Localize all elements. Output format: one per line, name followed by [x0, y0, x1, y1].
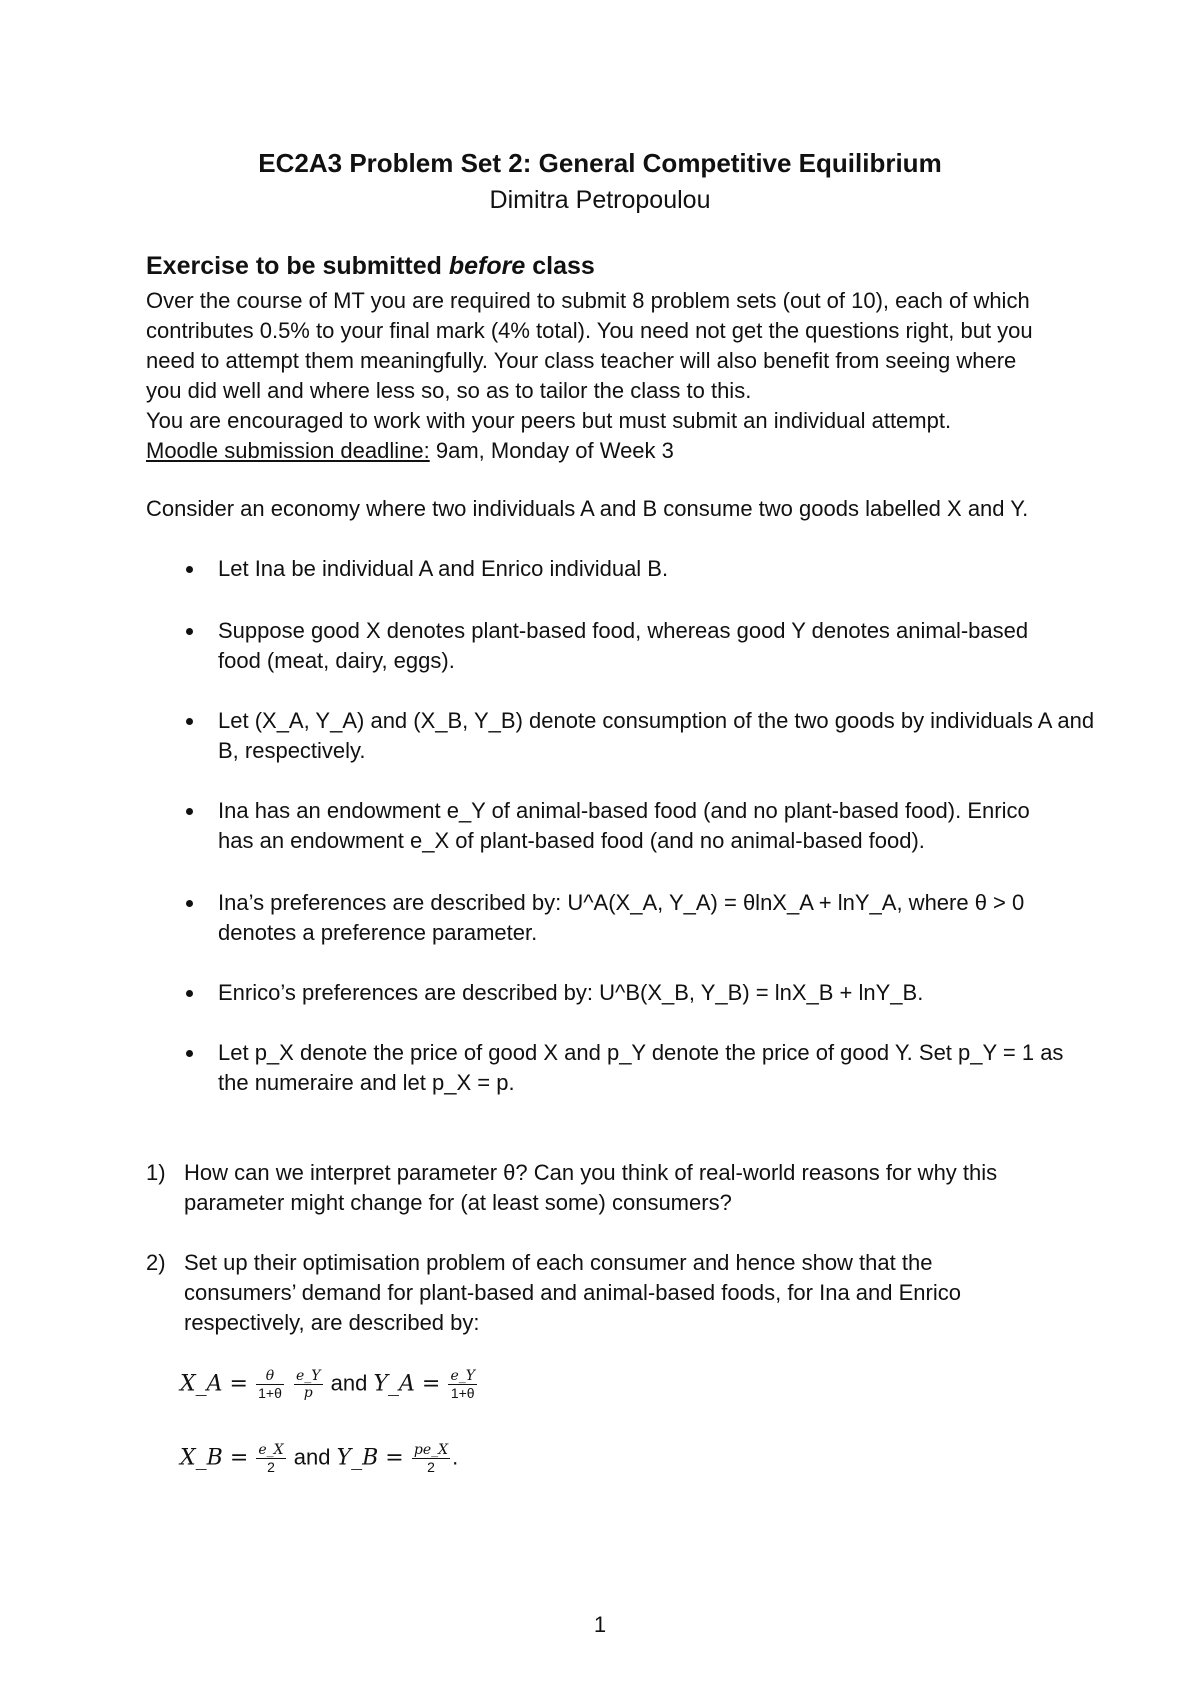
fraction: $\frac{e\_Y}{p}$ — [295, 1368, 321, 1401]
intro-line: you did well and where less so, so as to tailor the class to this. — [146, 378, 752, 403]
bullet-dot — [186, 900, 193, 907]
author-name: Dimitra Petropoulou — [489, 186, 711, 214]
intro-line: Over the course of MT you are required to submit 8 problem sets (out of 10), each of which — [146, 288, 1030, 313]
deadline-value: 9am, Monday of Week 3 — [429, 438, 674, 463]
bullet-dot — [186, 1050, 193, 1057]
intro-line: contributes 0.5% to your final mark (4% total). You need not get the questions right, but you — [146, 318, 1033, 343]
fraction: $\frac{e\_Y}{1+\theta}$ — [450, 1368, 475, 1401]
intro-line: need to attempt them meaningfully. Your class teacher will also benefit from seeing where — [146, 348, 1017, 373]
deadline-line — [146, 436, 674, 466]
demand-formula-ina: X_A = $\frac{\theta}{1+\theta}$ $\frac{e\_Y}{p}$ and Y_A = $\frac{e\_Y}{1+\theta}$ — [180, 1368, 475, 1401]
fraction: $\frac{e\_X}{2}$ — [258, 1442, 284, 1475]
demand-formula-enrico: X_B = $\frac{e\_X}{2}$ and Y_B = $\frac{pe\_X}{2}$ . — [180, 1442, 459, 1475]
question-number: 2) — [146, 1250, 166, 1275]
deadline-label: Moodle submission deadline: — [146, 438, 430, 463]
bullet-dot — [186, 990, 193, 997]
question-number: 1) — [146, 1160, 166, 1185]
bullet-dot — [186, 628, 193, 635]
exercise-heading: Exercise to be submitted before class — [146, 252, 595, 280]
consider-text: Consider an economy where two individuals A and B consume two goods labelled X and Y. — [146, 496, 1029, 521]
document-page: EC2A3 Problem Set 2: General Competitive Equilibrium Dimitra Petropoulou Exercise to be submitted before class Over the course of MT you are required to submit 8 problem sets (out of 10), each of which contributes 0.5% to your final mark (4% total). You need not get the questions right, but you need to attempt them meaningfully. Your class teacher will also benefit from seeing where you did well and where less so, so as to tailor the class to this. You are encouraged to work with your peers but must submit an individual attempt. Moodle submission deadline: 9am, Monday of Week 3 Consider an economy where two individuals A and B consume two goods labelled X and Y. Let Ina be individual A and Enrico individual B. Suppose good X denotes plant-based food, whereas good Y denotes animal-based food (meat, dairy, eggs). Let (X_A, Y_A) and (X_B, Y_B) denote consumption of the two goods by individuals A and B, respectively. Ina has an endowment e_Y of animal-based food (and no plant-based food). Enrico has an endowment e_X of plant-based food (and no animal-based food). Ina’s preferences are described by: U^A(X_A, Y_A) = θlnX_A + lnY_A, where θ > 0 denotes a preference parameter. Enrico’s preferences are described by: U^B(X_B, Y_B) = lnX_B + lnY_B. Let p_X denote the price of good X and p_Y denote the price of good Y. Set p_Y = 1 as the numeraire and let p_X = p. 1) How can we interpret parameter θ? Can you think of real-world reasons for why this parameter might change for (at least some) consumers? 2) Set up their optimisation problem of each consumer and hence show that the consumers’ demand for plant-based and animal-based foods, for Ina and Enrico respectively, are described by: X_A = $\frac{\theta}{1+\theta}$ $\frac{e\_Y}{p}$ and Y_A = $\frac{e\_Y}{1+\theta}$ X_B = $\frac{e\_X}{2}$ and Y_B = $\frac{pe\_X}{2}$ . 1 — [0, 0, 1200, 1698]
document-title: EC2A3 Problem Set 2: General Competitive Equilibrium — [258, 148, 942, 178]
intro-line: You are encouraged to work with your peers but must submit an individual attempt. — [146, 408, 952, 433]
bullet-dot — [186, 718, 193, 725]
fraction: $\frac{\theta}{1+\theta}$ — [258, 1368, 282, 1401]
page-number: 1 — [593, 1612, 607, 1637]
bullet-dot — [186, 566, 193, 573]
bullet-dot — [186, 808, 193, 815]
fraction: $\frac{pe\_X}{2}$ — [413, 1442, 449, 1475]
